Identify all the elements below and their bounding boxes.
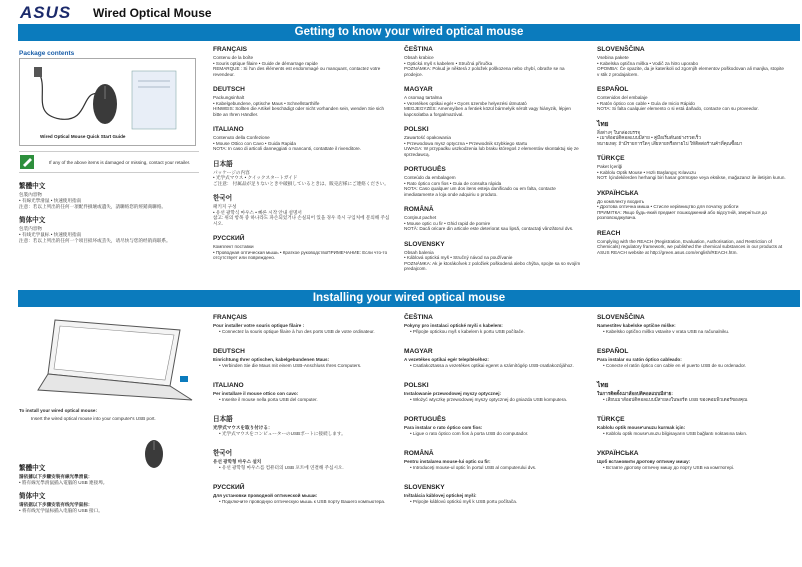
lang-line: 참고: 위의 항목 중 하나라도 파손되었거나 손실되어 있을 경우 즉시 구입처에 문의해 주십시오. [213, 215, 390, 226]
lang-line: • 유선 광학식 마우스 • 빠른 시작 안내 설명서 [213, 209, 302, 215]
lang-line: Instalowanie przewodowej myszy optycznej: [404, 391, 502, 396]
lang-line: 유선 광학형 마우스 설치 [213, 459, 262, 464]
damaged-note-text: If any of the above items is damaged or missing, contact your retailer. [49, 160, 191, 165]
lang-block [213, 382, 393, 402]
lang-heading: TÜRKÇE [597, 416, 625, 423]
lang-block [213, 484, 393, 504]
lang-heading: 繁體中文 [19, 465, 46, 472]
lang-heading: ไทย [597, 120, 609, 128]
lang-line: Contenu de la boîte [213, 55, 254, 60]
lang-line: Zawartość opakowania [404, 135, 451, 140]
lang-line: До комплекту входить [597, 198, 645, 204]
install-block-zh-tw [19, 465, 199, 486]
lang-line: • Przewodowa mysz optyczna • Przewodnik szybkiego startu [404, 140, 528, 146]
lang-heading: SLOVENSKY [404, 484, 445, 491]
lang-block [404, 348, 584, 368]
lang-line: • เสียบเมาส์ออปติคอลแบบมีสายลงในพอร์ต USB ของคอมพิวเตอร์ของคุณ [603, 396, 748, 402]
lang-line: Obsah balenia [404, 249, 434, 255]
lang-line: UWAGA: W przypadku uszkodzenia lub braku któregoś z elementów skontaktuj się ze sprzedawcą. [404, 146, 579, 157]
lang-line: Комплект поставки [213, 244, 254, 249]
lang-block [404, 241, 584, 272]
lang-heading: 繁體中文 [19, 183, 46, 190]
lang-line: Einrichtung Ihrer optischen, kabelgebundenen Maus: [213, 357, 330, 362]
lang-heading: DEUTSCH [213, 348, 245, 355]
lang-line: • Kabelgebundene, optische Maus • Schnellstarthilfe [213, 100, 320, 106]
lang-block [213, 86, 393, 117]
lang-heading: УКРАЇНСЬКА [597, 450, 639, 457]
lang-heading: ITALIANO [213, 382, 244, 389]
lang-block [404, 166, 584, 197]
lang-line: • 有線光學滑鼠 • 快速使用指南 [19, 198, 82, 203]
page-header [0, 0, 802, 22]
top-column-1 [213, 46, 393, 270]
lang-heading: 简体中文 [19, 217, 46, 224]
lang-line: Obsah krabice [404, 55, 434, 60]
lang-line: A csomag tartalma [404, 95, 443, 100]
lang-line: • 將有線光學滑鼠插入電腦的 USB 連接埠。 [19, 480, 108, 485]
banner-getting-to-know: Getting to know your wired optical mouse [18, 24, 800, 41]
lang-heading: POLSKI [404, 382, 429, 389]
lang-block [213, 126, 393, 152]
lang-block [597, 230, 787, 256]
left-top-langs [19, 183, 199, 251]
lang-line: パッケージの内容 [213, 169, 250, 175]
lang-line: • Вставте дротову оптичну мишу до порту USB на комп'ютері. [603, 464, 735, 470]
lang-line: 请依据以下步骤安装有线光学鼠标： [19, 502, 93, 507]
lang-line: • Vezetékes optikai egér • Gyors üzembe helyezési útmutató [404, 100, 527, 106]
lang-heading: УКРАЇНСЬКА [597, 189, 639, 197]
lang-line: Щоб встановити дротову оптичну мишу: [597, 459, 691, 464]
lang-line: • Подключите проводную оптическую мышь к USB порту Вашего компьютера. [219, 498, 386, 504]
lang-line: 包装内容物 [19, 226, 42, 231]
lang-block [404, 484, 584, 504]
lang-line: Pour installer votre souris optique filaire : [213, 323, 305, 328]
lang-line: 注意：若以上列出的任何一个项目损坏或丢失，请尽快与您的经销商联系。 [19, 238, 171, 243]
lang-line: • 将有线光学鼠标插入电脑的 USB 接口。 [19, 508, 103, 513]
lang-heading: ไทย [597, 382, 609, 389]
lang-line: Contenuto della Confezione [213, 135, 270, 140]
lang-line: • Дротова оптична миша • Стисле керівництво для початку роботи [597, 204, 739, 209]
lang-line: • Inserite il mouse nella porta USB del computer. [219, 396, 318, 402]
lang-block [597, 416, 787, 436]
lang-heading: SLOVENŠČINA [597, 314, 645, 321]
lang-block [597, 314, 787, 334]
lang-line: POZNÁMKA: Ak je ktorákoľvek z položiek poškodená alebo chýba, spojte sa so svojím predajcom. [404, 260, 581, 271]
lang-line: • Verbinden Sie die Maus mit einem USB-Anschluss Ihres Computers. [219, 362, 362, 368]
lang-line: 包裝內容物 [19, 192, 42, 197]
lang-line: ในการติดตั้งเมาส์ออปติคอลแบบมีสาย: [597, 391, 673, 396]
package-contents-title: Package contents [19, 50, 75, 57]
lang-line: Paket İçeriği [597, 164, 623, 169]
lang-block [404, 416, 584, 436]
lang-heading: РУССКИЙ [213, 235, 245, 242]
lang-line: • Ligue o rato óptico com fios à porta USB do computador. [410, 430, 529, 436]
lang-line: OPOMBA: Če opazite, da je katerikoli od zgornjih elementov poškodovan ali manjka, stopite v stik z prodajalcem. [597, 66, 784, 77]
lang-line: A vezetékes optikai egér telepítéséhez: [404, 357, 489, 362]
lang-block [213, 46, 393, 77]
lang-line: ご注意： 付属品が足りないときや破損しているときは、販売店様にご連絡ください。 [213, 180, 389, 186]
lang-line: • Mouse Ottico con Cavo • Guida Rapida [213, 140, 296, 146]
lang-line: • Connectez la souris optique filaire à l'un des ports USB de votre ordinateur. [219, 328, 375, 334]
install-column-2 [404, 314, 584, 518]
lang-block [404, 314, 584, 334]
install-block-zh-cn [19, 493, 199, 514]
lang-block [213, 348, 393, 368]
document-title: Wired Optical Mouse [93, 6, 212, 20]
package-contents-image [19, 58, 196, 146]
lang-line: • Kablolu Optik Mouse • Hızlı Başlangıç Kılavuzu [597, 169, 696, 175]
lang-block [597, 348, 787, 368]
lang-heading: ROMÂNĂ [404, 206, 434, 213]
lang-heading: 日本語 [213, 160, 233, 168]
lang-line: ПРИМІТКА: Якщо будь-який предмет пошкоджений або відсутній, зверніться до розповсюджувача. [597, 209, 768, 220]
note-icon [20, 155, 34, 169]
top-column-2 [404, 46, 584, 281]
lang-line: • Pripojte káblovú optickú myš k USB portu počítača. [410, 498, 518, 504]
lang-line: Para instalar o rato óptico com fios: [404, 425, 483, 430]
lang-heading: ITALIANO [213, 126, 244, 133]
lang-heading: 한국어 [213, 195, 233, 202]
lang-block-zh-cn [19, 217, 199, 244]
lang-heading: FRANÇAIS [213, 46, 248, 53]
lang-heading: DEUTSCH [213, 86, 245, 93]
asus-logo: ASUS [20, 3, 72, 22]
lang-line: • เมาส์ออปติคอลแบบมีสาย • คู่มือเริ่มต้นอย่างรวดเร็ว [597, 135, 701, 140]
lang-heading: ESPAÑOL [597, 86, 629, 93]
lang-line: Kablolu optik mouse'unuzu kurmak için: [597, 425, 686, 430]
lang-block [404, 46, 584, 77]
lang-block [404, 86, 584, 117]
lang-heading: POLSKI [404, 126, 429, 133]
lang-line: Conteúdo da embalagem [404, 175, 456, 180]
lang-line: • 유선 광학형 마우스를 컴퓨터의 USB 포트에 연결해 주십시오. [219, 464, 344, 470]
lang-block [597, 155, 787, 181]
lang-line: • Проводная оптическая мышь • Краткое руководствоПРИМЕЧАНИЕ: Если что-то отсутствует или повреждено. [213, 249, 388, 260]
lang-line: Complying with the REACH (Registration, Evaluation, Authorisation, and Restriction of Chemicals) regulatory framework, we published the chemical substances in our products at ASUS REACH website at http://green.asus.com/english/REACH.htm. [597, 238, 783, 255]
lang-line: NOTA: In caso di articoli danneggiati o mancanti, contattate il rivenditore. [213, 146, 362, 151]
install-column-1 [213, 314, 393, 518]
lang-block [213, 235, 393, 261]
lang-line: Contenidos del embalaje [597, 95, 648, 100]
lang-heading: MAGYAR [404, 348, 433, 355]
lang-heading: РУССКИЙ [213, 484, 245, 491]
lang-line: HINWEIS: Sollten die Artikel beschädigt oder nicht vorhanden sein, wenden Sie sich bitte an Ihren Händler. [213, 106, 385, 117]
install-left-langs [19, 465, 199, 521]
lang-line: Vsebina pakete [597, 55, 629, 60]
lang-block [213, 314, 393, 334]
lang-line: • Włożyć wtyczkę przewodowej myszy optycznej do gniazda USB komputera. [410, 396, 568, 402]
lang-heading: SLOVENSKY [404, 240, 445, 248]
lang-line: • 光学式マウス • クイックスタートガイド [213, 175, 298, 180]
lang-line: 光学式マウスを取り付ける： [213, 425, 273, 430]
lang-line: Per installare il mouse ottico con cavo: [213, 391, 299, 396]
lang-line: 請依據以下步驟安裝有線光學滑鼠： [19, 474, 93, 479]
top-column-3 [597, 46, 787, 264]
lang-line: Namestitev kabelske optične miške: [597, 323, 676, 328]
lang-line: MEGJEGYZÉS: Amennyiben a fentiek közül bármelyik sérült vagy hiányzik, lépjen kapcsolatba a forgalmazóval. [404, 106, 571, 117]
lang-heading: 한국어 [213, 450, 233, 457]
lang-line: 패키지 구성 [213, 204, 237, 209]
lang-heading: TÜRKÇE [597, 155, 625, 162]
lang-line: NOTĂ: Dacă oricare din articole este deteriorat sau lipsă, contactaţi vânzătorul dvs. [404, 226, 574, 231]
lang-heading: REACH [597, 229, 621, 237]
lang-heading: MAGYAR [404, 86, 433, 93]
lang-line: REMARQUE : Si l'un des éléments est endommagé ou manquant, contactez votre revendeur. [213, 66, 381, 77]
lang-block [597, 450, 787, 470]
lang-heading: ČEŠTINA [404, 46, 433, 53]
lang-line: Conţinut pachet [404, 215, 437, 220]
lang-line: Inštalácia káblovej optickej myši: [404, 493, 477, 498]
lang-line: • Conecte el ratón óptico con cable en el puerto USB de su ordenador. [603, 362, 747, 368]
lang-line: Pokyny pro instalaci optické myši s kabelem: [404, 323, 503, 328]
lang-line: • Optická myš s kabelem • Stručná příručka [404, 60, 493, 66]
lang-block [597, 382, 787, 402]
lang-heading: SLOVENŠČINA [597, 46, 645, 53]
lang-heading: PORTUGUÊS [404, 416, 446, 423]
lang-line: หมายเหตุ: ถ้ามีรายการใดๆ เสียหายหรือหายไป ให้ติดต่อร้านค้าที่คุณซื้อมา [597, 140, 743, 146]
laptop-illustration [30, 318, 195, 408]
lang-block [213, 450, 393, 470]
mouse-illustration [20, 59, 195, 145]
lang-line: • 有线光学鼠标 • 快速使用指南 [19, 232, 82, 237]
install-title: To install your wired optical mouse: [19, 408, 98, 413]
lang-line: Pentru instalarea mouse-lui optic cu fir: [404, 459, 491, 464]
lang-line: NOT: İçindekilerden herhangi biri hasar görmüşse veya eksikse, mağazanız ile iletişim kurun. [597, 175, 786, 180]
install-step: Insert the wired optical mouse into your computer's USB port. [31, 416, 156, 421]
lang-line: NOTA: Si falta cualquier elemento o si está dañado, contacte con su proveedor. [597, 106, 759, 111]
lang-block [404, 126, 584, 157]
lang-heading: ČEŠTINA [404, 314, 433, 321]
lang-line: • Kablolu optik mouse'unuzu bilgisayarın USB bağlantı noktasına takın. [603, 430, 748, 436]
lang-line: • Kabelska optična miška • Vodič za hitro uporabo [597, 60, 699, 66]
lang-line: Packungsinhalt [213, 95, 245, 100]
lang-heading: PORTUGUÊS [404, 166, 446, 173]
lang-line: Для установки проводной оптической мыши: [213, 493, 318, 498]
lang-heading: 简体中文 [19, 493, 46, 500]
lang-heading: 日本語 [213, 416, 233, 423]
lang-line: • Mouse optic cu fir • Ghid rapid de pornire [404, 220, 491, 226]
lang-block [404, 206, 584, 232]
lang-block [213, 161, 393, 187]
lang-line: • Káblová optická myš • Stručný návod na používanie [404, 255, 513, 260]
lang-block [597, 46, 787, 77]
lang-heading: FRANÇAIS [213, 314, 248, 321]
lang-line: • Csatlakoztassa a vezetékes optikai egeret a számítógép USB-csatlakozójához. [410, 362, 574, 368]
lang-block [597, 121, 787, 147]
lang-block [404, 382, 584, 402]
lang-line: Para instalar su ratón óptico cableado: [597, 357, 682, 362]
lang-line: • Připojte optickou myš s kabelem k portu USB počítače. [410, 328, 525, 334]
lang-line: • 光学式マウスをコンピューターのUSBポートに接続します。 [219, 430, 346, 436]
lang-block [404, 450, 584, 470]
lang-heading: ESPAÑOL [597, 348, 629, 355]
package-caption: Wired Optical Mouse Quick Start Guide [40, 134, 126, 139]
install-column-3 [597, 314, 787, 484]
lang-line: สิ่งต่างๆ ในกล่องบรรจุ [597, 129, 641, 135]
damaged-note [19, 151, 199, 173]
lang-line: • Ratón óptico con cable • Guía de Inicio Rápido [597, 100, 695, 106]
lang-line: • Rato óptico com fios • Guia de consulta rápida [404, 180, 502, 186]
lang-line: • Souris optique filaire • Guide de démarrage rapide [213, 60, 318, 66]
lang-block [213, 195, 393, 226]
banner-installing: Installing your wired optical mouse [18, 290, 800, 307]
lang-heading: ROMÂNĂ [404, 450, 434, 457]
lang-line: POZNÁMKA: Pokud je některá z položek poškozena nebo chybí, obraťte se na prodejce. [404, 66, 565, 77]
lang-line: • Kabelsko optično miško vstavite v vrata USB na računalniku. [603, 328, 730, 334]
install-left [19, 408, 189, 422]
lang-block [597, 190, 787, 221]
lang-line: NOTA: Caso qualquer um dos itens esteja danificado ou em falta, contacte imediatamente a loja onde adquiriu o produto. [404, 186, 556, 197]
lang-block [213, 416, 393, 436]
lang-line: 注意：若以上列出的任何一項配件損壞或遺失，請聯絡您的經銷商聯絡。 [19, 204, 167, 209]
lang-block [597, 86, 787, 112]
lang-block-zh-tw [19, 183, 199, 210]
lang-line: • Introduceţi mouse-ul optic în portul USB al computerului dvs. [410, 464, 537, 470]
